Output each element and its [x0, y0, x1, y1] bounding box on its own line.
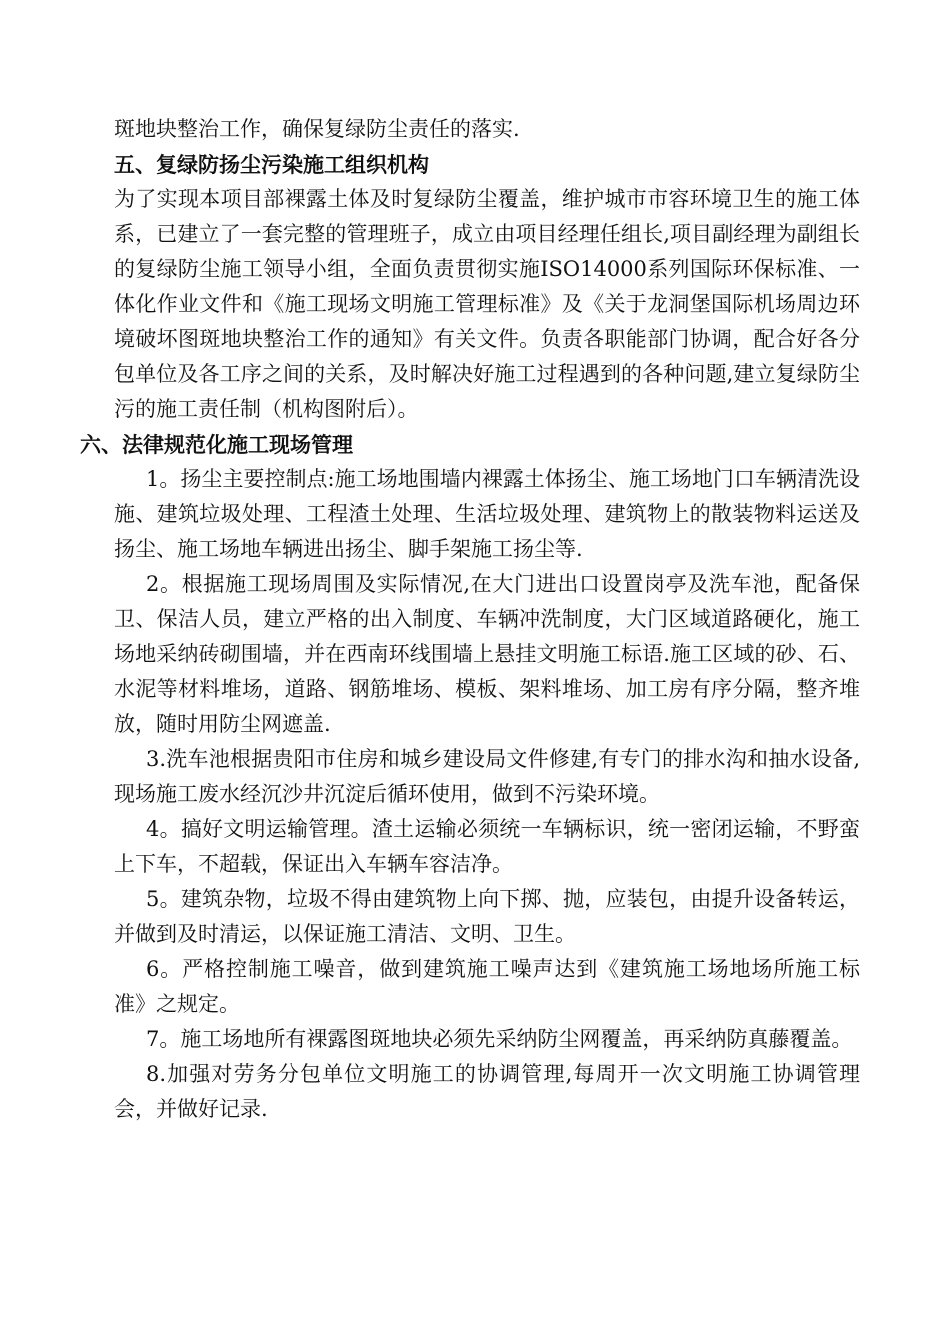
section6-item-1: 1。扬尘主要控制点:施工场地围墙内裸露土体扬尘、施工场地门口车辆清洗设施、建筑垃圾处理、工程渣土处理、生活垃圾处理、建筑物上的散装物料运送及扬尘、施工场地车辆进出扬尘、脚手架施工扬尘等. [114, 467, 860, 561]
section6-item-7: 7。施工场地所有裸露图斑地块必须先采纳防尘网覆盖，再采纳防真藤覆盖。 [146, 1027, 853, 1051]
section5-body-paragraph: 为了实现本项目部裸露土体及时复绿防尘覆盖，维护城市市容环境卫生的施工体系，已建立了一套完整的管理班子，成立由项目经理任组长,项目副经理为副组长的复绿防尘施工领导小组，全面负责贯彻实施ISO14000系列国际环保标准、一体化作业文件和《施工现场文明施工管理标准》及《关于龙洞堡国际机场周边环境破坏图斑地块整治工作的通知》有关文件。负责各职能部门协调，配合好各分包单位及各工序之间的关系，及时解决好施工过程遇到的各种问题,建立复绿防尘污的施工责任制（机构图附后）。 [114, 187, 860, 421]
section6-item-2: 2。根据施工现场周围及实际情况,在大门进出口设置岗亭及洗车池，配备保卫、保洁人员，建立严格的出入制度、车辆冲洗制度，大门区域道路硬化，施工场地采纳砖砌围墙，并在西南环线围墙上悬挂文明施工标语.施工区域的砂、石、水泥等材料堆场，道路、钢筋堆场、模板、架料堆场、加工房有序分隔，整齐堆放，随时用防尘网遮盖. [114, 572, 860, 736]
section6-item-5: 5。建筑杂物，垃圾不得由建筑物上向下掷、抛，应装包，由提升设备转运，并做到及时清运，以保证施工清洁、文明、卫生。 [114, 887, 860, 946]
section6-item-3: 3.洗车池根据贵阳市住房和城乡建设局文件修建,有专门的排水沟和抽水设备,现场施工废水经沉沙井沉淀后循环使用，做到不污染环境。 [114, 747, 860, 806]
section6-item-6: 6。严格控制施工噪音，做到建筑施工噪声达到《建筑施工场地场所施工标准》之规定。 [114, 957, 860, 1016]
section6-item-4: 4。搞好文明运输管理。渣土运输必须统一车辆标识，统一密闭运输，不野蛮上下车，不超载，保证出入车辆车容洁净。 [114, 817, 860, 876]
intro-tail-paragraph: 斑地块整治工作，确保复绿防尘责任的落实. [114, 117, 520, 141]
section6-item-8: 8.加强对劳务分包单位文明施工的协调管理,每周开一次文明施工协调管理会，并做好记录. [114, 1062, 860, 1121]
section6-heading: 六、法律规范化施工现场管理 [80, 432, 353, 457]
section5-heading: 五、复绿防扬尘污染施工组织机构 [114, 152, 429, 177]
